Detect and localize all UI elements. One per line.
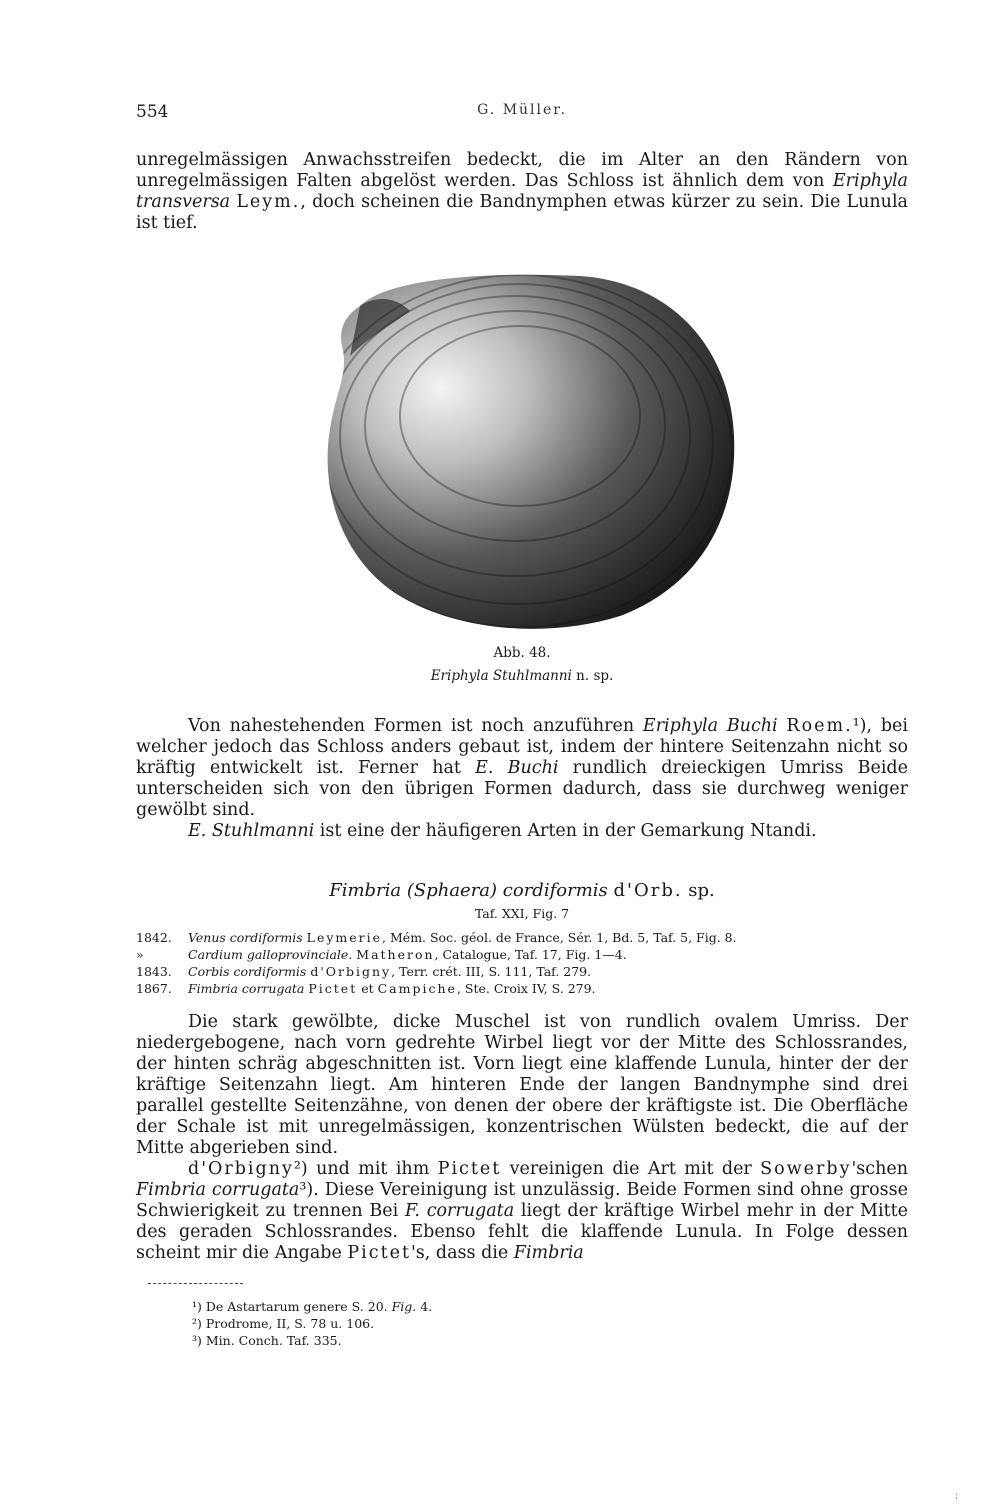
text-run: ist eine der häufigeren Arten in der Gemarkung Ntandi. bbox=[314, 821, 817, 841]
page-number: 554 bbox=[136, 102, 169, 122]
text-run: unregelmässigen Anwachsstreifen bedeckt, die im Alter an den Rändern von unregelmässigen Falten abgelöst werden. Das Schloss ist ähnlich dem von bbox=[136, 150, 908, 191]
footnote-run: Prodrome, II, S. 78 u. 106. bbox=[205, 1316, 375, 1331]
text-run: Leym. bbox=[236, 192, 301, 212]
synonymy-year: 1843. bbox=[136, 964, 172, 979]
text-run: d'Orbigny bbox=[188, 1159, 294, 1179]
footnote-mark: ³) bbox=[192, 1333, 206, 1348]
synonymy-run: Matheron bbox=[356, 947, 435, 962]
text-run: Eriphyla transversa bbox=[136, 171, 908, 212]
footnote bbox=[192, 1298, 692, 1315]
synonymy-citation bbox=[188, 929, 908, 946]
comparison-paragraph bbox=[136, 716, 908, 842]
text-run: Fimbria (Sphaera) cordiformis bbox=[329, 880, 608, 901]
plate-reference: Taf. XXI, Fig. 7 bbox=[474, 906, 570, 921]
figure-caption bbox=[136, 668, 908, 684]
comparison-text bbox=[136, 716, 908, 821]
synonymy-run: Venus cordiformis bbox=[188, 930, 303, 945]
synonymy-entry bbox=[136, 946, 908, 963]
synonymy-run: Fimbria corrugata bbox=[188, 981, 305, 996]
text-run: liegt der kräftige Wirbel mehr in der Mitte des geraden Schlossrandes. Ebenso fehlt die klaffende Lunula. In Folge dessen scheint mir die Angabe bbox=[136, 1201, 908, 1263]
figure-caption-suffix: n. sp. bbox=[571, 668, 614, 684]
footnote-mark: ²) bbox=[192, 1316, 206, 1331]
synonymy-run: Corbis cordiformis bbox=[188, 964, 307, 979]
text-run: Die stark gewölbte, dicke Muschel ist von rundlich ovalem Umriss. Der niedergebogene, nach vorn gedrehte Wirbel liegt vor der Mitte des Schlossrandes, der hinten schräg abgeschnitten ist. Vorn liegt eine klaffende Lunula, hinter der der kräftige Seitenzahn liegt. Am hinteren Ende der langen Bandnymphe sind drei parallel gestellte Seitenzähne, von denen der obere der kräftigste ist. Die Oberfläche der Schale ist mit unregelmässigen, konzentrischen Wülsten bedeckt, die auf der Mitte abgerieben sind. bbox=[136, 1012, 908, 1158]
text-run: Pictet bbox=[347, 1243, 411, 1263]
synonymy-run: et bbox=[357, 981, 378, 996]
scan-mark: ; bbox=[955, 1490, 959, 1501]
synonymy-run: Pictet bbox=[308, 981, 358, 996]
synonymy-run: , Mém. Soc. géol. de France, Sér. 1, Bd. 5, Taf. 5, Fig. 8. bbox=[382, 930, 737, 945]
text-run: sp. bbox=[682, 880, 715, 901]
text-run: d'Orb. bbox=[613, 880, 683, 901]
synonymy-run: Leymerie bbox=[306, 930, 383, 945]
text-run: , doch scheinen die Bandnymphen etwas kürzer zu sein. Die Lunula ist tief. bbox=[136, 192, 908, 233]
text-run: ²) und mit ihm bbox=[293, 1159, 438, 1179]
section-title bbox=[136, 880, 908, 901]
page-header bbox=[136, 102, 908, 126]
synonymy-entry bbox=[136, 963, 908, 980]
text-run: vereinigen die Art mit der bbox=[501, 1159, 761, 1179]
synonymy-run: , Catalogue, Taf. 17, Fig. 1—4. bbox=[434, 947, 627, 962]
synonymy-citation bbox=[188, 963, 908, 980]
text-run: 'schen bbox=[851, 1159, 908, 1179]
synonymy-entry bbox=[136, 980, 908, 997]
figure-caption-species: Eriphyla Stuhlmanni bbox=[430, 668, 572, 684]
synonymy-list bbox=[136, 929, 908, 997]
text-run: E. Buchi bbox=[475, 758, 559, 778]
synonymy-citation bbox=[188, 946, 908, 963]
text-run: Eriphyla Buchi bbox=[642, 716, 778, 736]
text-run: Fimbria bbox=[513, 1243, 584, 1263]
footnote-run: Min. Conch. Taf. 335. bbox=[205, 1333, 342, 1348]
synonymy-run: , Ste. Croix IV, S. 279. bbox=[456, 981, 596, 996]
synonymy-run: Cardium galloprovinciale bbox=[188, 947, 349, 962]
figure-number: Abb. 48. bbox=[493, 645, 551, 661]
discussion-text bbox=[136, 1159, 908, 1264]
synonymy-year: » bbox=[136, 947, 144, 962]
synonymy-run: , Terr. crét. III, S. 111, Taf. 279. bbox=[391, 964, 592, 979]
running-head: G. Müller. bbox=[477, 102, 567, 118]
text-run: rundlich dreieckigen Umriss Beide unterscheiden sich von den übrigen Formen dadurch, dass sie durchweg weniger gewölbt sind. bbox=[136, 758, 908, 820]
description-text bbox=[136, 1012, 908, 1159]
description-paragraph bbox=[136, 1012, 908, 1264]
text-run: ³). Diese Vereinigung ist unzulässig. Beide Formen sind ohne grosse Schwierigkeit zu trennen Bei bbox=[136, 1180, 908, 1221]
text-run: Fimbria corrugata bbox=[136, 1180, 300, 1200]
intro-text bbox=[136, 150, 908, 234]
text-run: ¹), bei welcher jedoch das Schloss anders gebaut ist, indem der hintere Seitenzahn nicht so kräftig entwickelt ist. Ferner hat bbox=[136, 716, 908, 778]
text-run: Sowerby bbox=[760, 1159, 852, 1179]
synonymy-run: . bbox=[348, 947, 357, 962]
intro-paragraph bbox=[136, 150, 908, 234]
shell-figure bbox=[320, 266, 740, 638]
synonymy-citation bbox=[188, 980, 908, 997]
footnote-divider bbox=[148, 1283, 243, 1284]
text-run: E. Stuhlmanni bbox=[188, 821, 315, 841]
footnote-run: Fig. bbox=[391, 1299, 417, 1314]
text-run: Von nahestehenden Formen ist noch anzuführen bbox=[188, 716, 643, 736]
occurrence-text bbox=[136, 821, 908, 842]
footnote-run: 4. bbox=[416, 1299, 433, 1314]
footnote bbox=[192, 1332, 692, 1349]
footnotes bbox=[192, 1298, 692, 1349]
synonymy-run: d'Orbigny bbox=[310, 964, 392, 979]
synonymy-year: 1867. bbox=[136, 981, 172, 996]
synonymy-run: Campiche bbox=[377, 981, 457, 996]
text-run: Pictet bbox=[437, 1159, 502, 1179]
footnote-run: De Astartarum genere S. 20. bbox=[205, 1299, 392, 1314]
text-run: 's, dass die bbox=[411, 1243, 514, 1263]
footnote-mark: ¹) bbox=[192, 1299, 206, 1314]
footnote bbox=[192, 1315, 692, 1332]
text-run: Roem. bbox=[786, 716, 853, 736]
text-run: F. corrugata bbox=[404, 1201, 515, 1221]
synonymy-year: 1842. bbox=[136, 930, 172, 945]
synonymy-entry bbox=[136, 929, 908, 946]
